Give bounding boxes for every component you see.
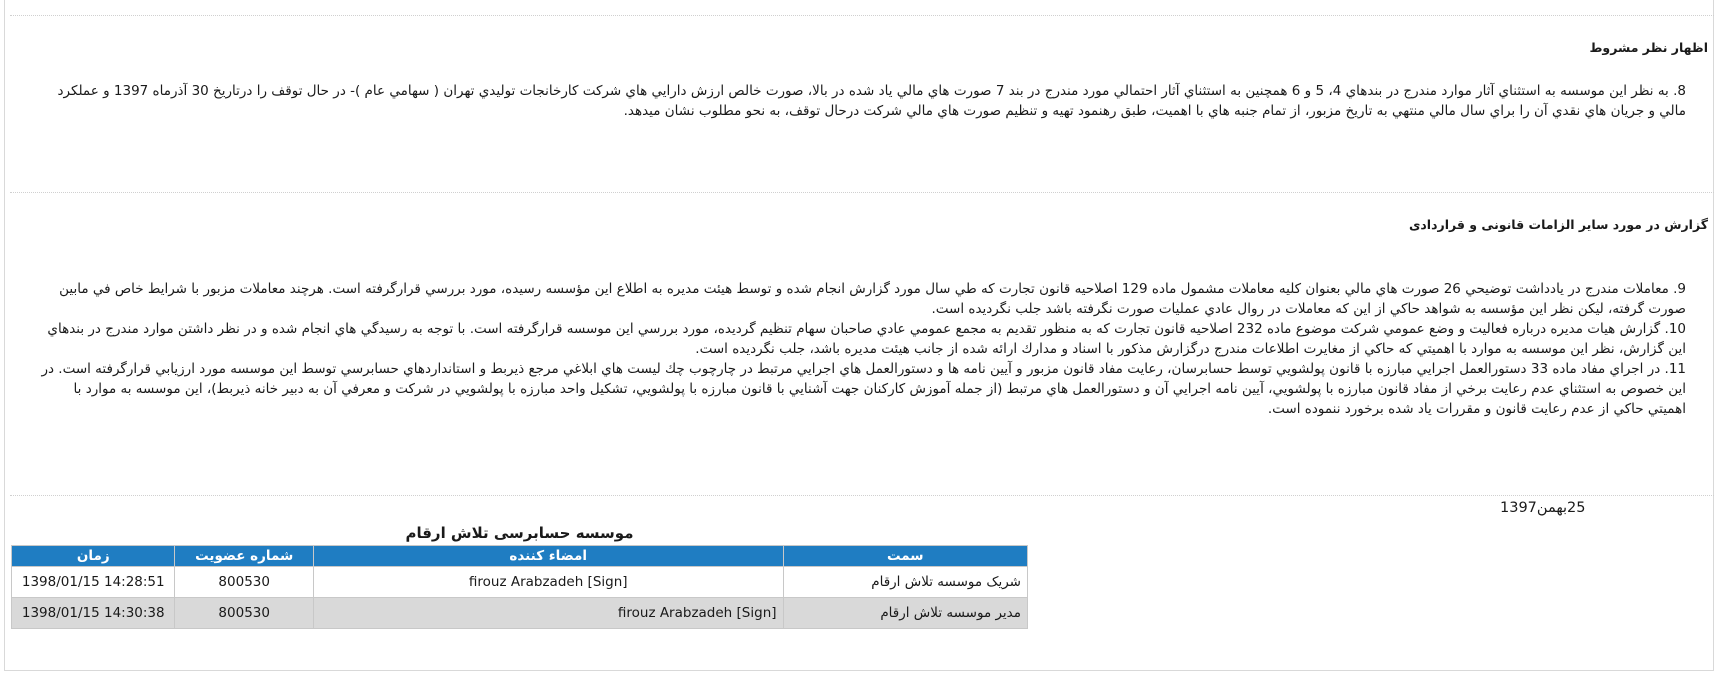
report-date: 25بهمن1397 <box>1500 500 1586 516</box>
cell-role: مدير موسسه تلاش ارقام <box>783 598 1027 629</box>
header-time: زمان <box>12 546 175 567</box>
audit-firm-name: موسسه حسابرسی تلاش ارقام <box>405 524 634 542</box>
divider <box>10 495 1714 496</box>
cell-member-no: 800530 <box>175 567 313 598</box>
cell-time: 1398/01/15 14:28:51 <box>12 567 175 598</box>
table-row <box>12 567 1028 598</box>
conditional-opinion-body <box>36 81 1686 121</box>
cell-signer: firouz Arabzadeh [Sign] <box>313 567 783 598</box>
section-heading-legal-requirements: گزارش در مورد ساير الزامات قانونی و قراردادی <box>1408 217 1708 232</box>
paragraph-8: 8. به نظر اين موسسه به استثناي آثار موارد مندرج در بندهاي 4، 5 و 6 همچنين به استثناي آثار احتمالي مورد مندرج در بند 7 صورت هاي مالي ياد شده در بالا، صورت خالص ارزش دارايي هاي شركت كارخانجات توليدي تهران ( سهامي عام )- در حال توقف را درتاريخ 30 آذرماه 1397 و عملكرد مالي و جريان هاي نقدي آن را براي سال مالي منتهي به تاريخ مزبور، از تمام جنبه هاي با اهميت، طبق رهنمود تهيه و تنظيم صورت هاي مالي شركت درحال توقف، به نحو مطلوب نشان ميدهد. <box>57 83 1686 119</box>
paragraph-9: 9. معاملات مندرج در يادداشت توضيحي 26 صورت هاي مالي بعنوان كليه معاملات مشمول ماده 129 اصلاحيه قانون تجارت كه طي سال مورد گزارش انجام شده و توسط هيئت مديره به اطلاع اين مؤسسه رسيده، مورد بررسي قرارگرفته است. هرچند معاملات مزبور با شرايط خاص في مابين صورت گرفته، ليكن نظر اين مؤسسه به شواهد حاكي از اين كه معاملات در روال عادي عمليات صورت نگرفته باشد جلب نگرديده است. <box>59 281 1686 317</box>
table-row <box>12 598 1028 629</box>
legal-requirements-body <box>36 279 1686 419</box>
section-heading-conditional-opinion: اظهار نظر مشروط <box>1589 40 1708 55</box>
divider <box>10 192 1714 193</box>
header-signer: امضاء کننده <box>313 546 783 567</box>
signatures-header-row <box>12 546 1028 567</box>
cell-role: شريک موسسه تلاش ارقام <box>783 567 1027 598</box>
header-member-no: شماره عضویت <box>175 546 313 567</box>
header-role: سمت <box>783 546 1027 567</box>
divider <box>10 15 1714 16</box>
cell-time: 1398/01/15 14:30:38 <box>12 598 175 629</box>
signatures-table <box>11 545 1028 629</box>
cell-member-no: 800530 <box>175 598 313 629</box>
paragraph-11: 11. در اجراي مفاد ماده 33 دستورالعمل اجرايي مبارزه با قانون پولشويي توسط حسابرسان، رعايت مفاد قانون مزبور و آيين نامه ها و دستورالعمل هاي اجرايي مرتبط در چارچوب چك ليست هاي ابلاغي مرجع ذيربط و استانداردهاي حسابرسي توسط اين موسسه مورد ارزيابي قرارگرفته است. در اين خصوص به استثناي عدم رعايت برخي از مفاد قانون مبارزه با پولشويي، آيين نامه اجرايي آن و دستورالعمل هاي مرتبط (از جمله آموزش كاركنان جهت آشنايي با قانون مبارزه با پولشويي، تشكيل واحد مبارزه با پولشويي در شركت و معرفي آن به دبير خانه ذيربط)، اين موسسه به موارد با اهميتي حاكي از عدم رعايت قانون و مقررات ياد شده برخورد ننموده است. <box>41 361 1686 417</box>
cell-signer: firouz Arabzadeh [Sign] <box>313 598 783 629</box>
paragraph-10: 10. گزارش هيات مديره درباره فعاليت و وضع عمومي شركت موضوع ماده 232 اصلاحيه قانون تجارت كه به منظور تقديم به مجمع عمومي عادي صاحبان سهام تنظيم گرديده، مورد بررسي اين موسسه قرارگرفته است. با توجه به رسيدگي هاي انجام شده و در نظر داشتن موارد مندرج در بندهاي اين گزارش، نظر اين موسسه به موارد با اهميتي كه حاكي از مغايرت اطلاعات مندرج درگزارش مذكور با اسناد و مدارك ارائه شده از جانب هيئت مديره باشد، جلب نگرديده است. <box>47 321 1686 357</box>
